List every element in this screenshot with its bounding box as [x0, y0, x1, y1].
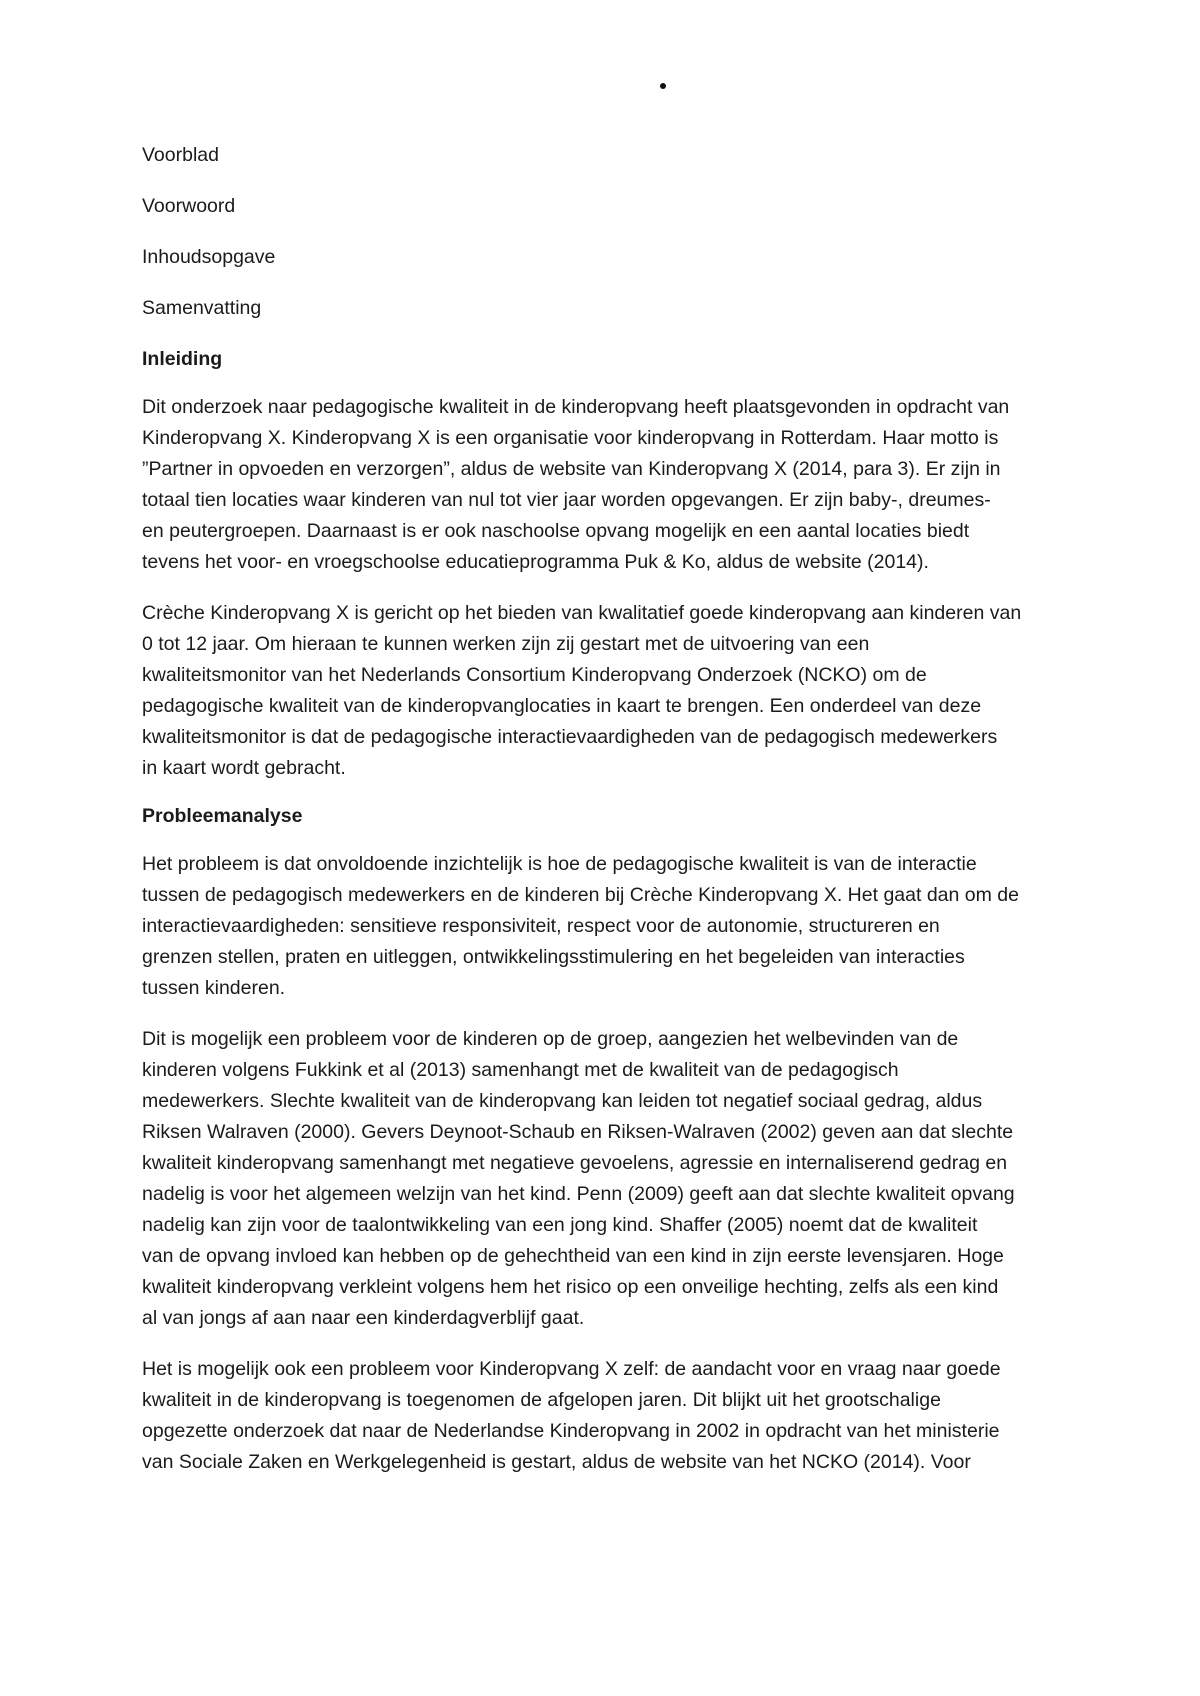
text-line: tevens het voor- en vroegschoolse educatieprogramma Puk & Ko, aldus de website (2014). — [142, 551, 929, 573]
toc-item-voorblad: Voorblad — [142, 144, 219, 166]
text-line: tussen kinderen. — [142, 977, 286, 999]
text-line: kwaliteit kinderopvang samenhangt met negatieve gevoelens, agressie en internaliserend gedrag en — [142, 1152, 1008, 1174]
text-line: Dit onderzoek naar pedagogische kwaliteit in de kinderopvang heeft plaatsgevonden in opdracht van — [142, 396, 1010, 418]
text-line: kwaliteitsmonitor van het Nederlands Consortium Kinderopvang Onderzoek (NCKO) om de — [142, 664, 927, 686]
paragraph — [142, 392, 1072, 578]
text-line: Riksen Walraven (2000). Gevers Deynoot-Schaub en Riksen-Walraven (2002) geven aan dat slechte — [142, 1121, 1014, 1143]
section-heading-probleemanalyse: Probleemanalyse — [142, 805, 303, 827]
text-line: van Sociale Zaken en Werkgelegenheid is gestart, aldus de website van het NCKO (2014). Voor — [142, 1451, 971, 1473]
text-line: van de opvang invloed kan hebben op de gehechtheid van een kind in zijn eerste levensjaren. Hoge — [142, 1245, 1004, 1267]
text-line: kwaliteit in de kinderopvang is toegenomen de afgelopen jaren. Dit blijkt uit het grootschalige — [142, 1389, 941, 1411]
text-line: Het is mogelijk ook een probleem voor Kinderopvang X zelf: de aandacht voor en vraag naar goede — [142, 1358, 1001, 1380]
toc-item-inhoudsopgave: Inhoudsopgave — [142, 246, 276, 268]
paragraph — [142, 849, 1072, 1004]
text-line: interactievaardigheden: sensitieve responsiviteit, respect voor de autonomie, structureren en — [142, 915, 940, 937]
text-line: tussen de pedagogisch medewerkers en de kinderen bij Crèche Kinderopvang X. Het gaat dan om de — [142, 884, 1019, 906]
text-line: kwaliteit kinderopvang verkleint volgens hem het risico op een onveilige hechting, zelfs als een kind — [142, 1276, 999, 1298]
text-line: kwaliteitsmonitor is dat de pedagogische interactievaardigheden van de pedagogisch medewerkers — [142, 726, 998, 748]
text-line: nadelig is voor het algemeen welzijn van het kind. Penn (2009) geeft aan dat slechte kwaliteit opvang — [142, 1183, 1015, 1205]
text-line: Kinderopvang X. Kinderopvang X is een organisatie voor kinderopvang in Rotterdam. Haar motto is — [142, 427, 999, 449]
text-line: nadelig kan zijn voor de taalontwikkeling van een jong kind. Shaffer (2005) noemt dat de kwaliteit — [142, 1214, 978, 1236]
text-line: grenzen stellen, praten en uitleggen, ontwikkelingsstimulering en het begeleiden van interacties — [142, 946, 965, 968]
toc-item-samenvatting: Samenvatting — [142, 297, 262, 319]
paragraph — [142, 1354, 1072, 1478]
text-line: Crèche Kinderopvang X is gericht op het bieden van kwalitatief goede kinderopvang aan kinderen van — [142, 602, 1022, 624]
text-line: in kaart wordt gebracht. — [142, 757, 346, 779]
text-line: totaal tien locaties waar kinderen van nul tot vier jaar worden opgevangen. Er zijn baby-, dreumes- — [142, 489, 991, 511]
toc-item-voorwoord: Voorwoord — [142, 195, 236, 217]
text-line: Dit is mogelijk een probleem voor de kinderen op de groep, aangezien het welbevinden van de — [142, 1028, 959, 1050]
toc-list — [142, 143, 1072, 321]
paragraph — [142, 598, 1072, 784]
text-line: kinderen volgens Fukkink et al (2013) samenhangt met de kwaliteit van de pedagogisch — [142, 1059, 899, 1081]
section-heading-inleiding: Inleiding — [142, 348, 223, 370]
text-line: opgezette onderzoek dat naar de Nederlandse Kinderopvang in 2002 in opdracht van het ministerie — [142, 1420, 1000, 1442]
bullet-mark — [660, 83, 666, 89]
text-line: Het probleem is dat onvoldoende inzichtelijk is hoe de pedagogische kwaliteit is van de interactie — [142, 853, 977, 875]
document-body — [142, 143, 1072, 1498]
text-line: medewerkers. Slechte kwaliteit van de kinderopvang kan leiden tot negatief sociaal gedrag, aldus — [142, 1090, 983, 1112]
paragraph — [142, 1024, 1072, 1334]
text-line: pedagogische kwaliteit van de kinderopvanglocaties in kaart te brengen. Een onderdeel van deze — [142, 695, 982, 717]
text-line: en peutergroepen. Daarnaast is er ook naschoolse opvang mogelijk en een aantal locaties biedt — [142, 520, 970, 542]
text-line: 0 tot 12 jaar. Om hieraan te kunnen werken zijn zij gestart met de uitvoering van een — [142, 633, 870, 655]
text-line: ”Partner in opvoeden en verzorgen”, aldus de website van Kinderopvang X (2014, para 3). Er zijn in — [142, 458, 1001, 480]
text-line: al van jongs af aan naar een kinderdagverblijf gaat. — [142, 1307, 585, 1329]
